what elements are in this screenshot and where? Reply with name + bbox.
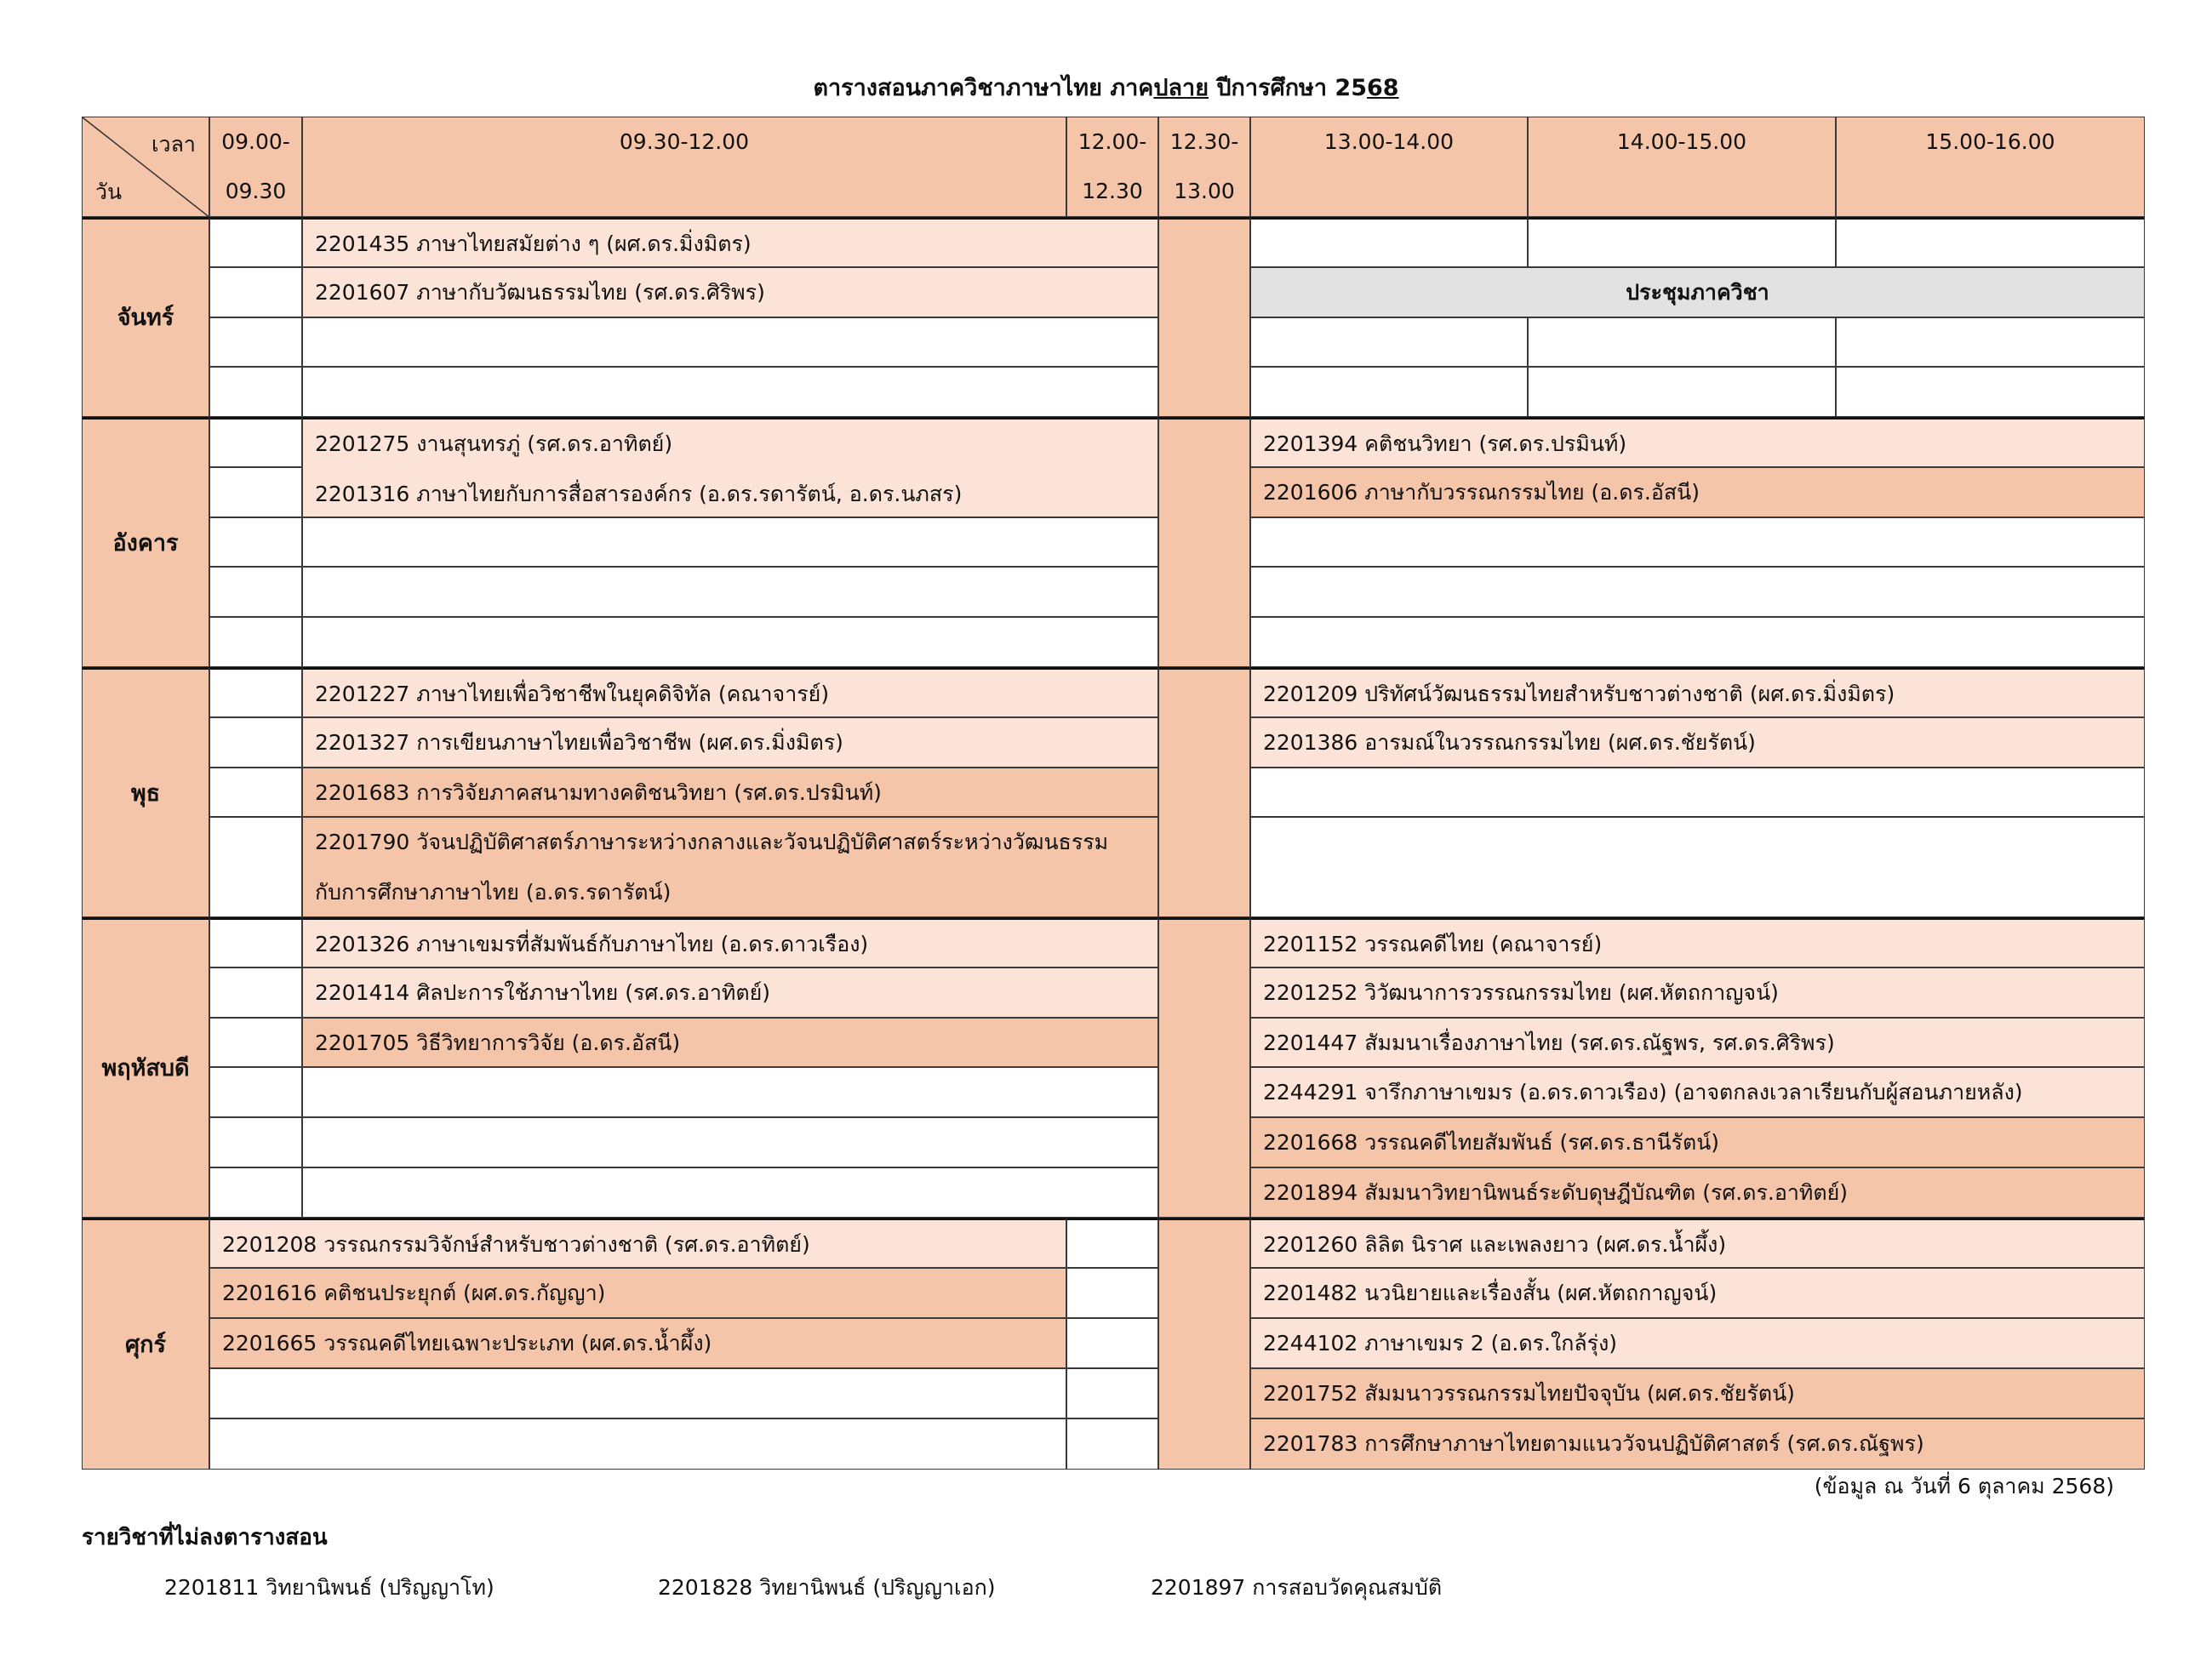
unscheduled-item: 2201897 การสอบวัดคุณสมบัติ [1151,1575,1443,1600]
semester-label: ปลาย [1153,75,1209,101]
empty-cell [209,517,302,567]
empty-cell [1250,617,2145,667]
course-slot: 2201414 ศิลปะการใช้ภาษาไทย (รศ.ดร.อาทิตย์) [302,967,1158,1018]
course-slot: 2201683 การวิจัยภาคสนามทางคติชนวิทยา (รศ.ดร.ปรมินท์) [302,768,1158,817]
empty-cell [302,567,1158,617]
course-slot: 2201252 วิวัฒนาการวรรณกรรมไทย (ผศ.หัตถกาญจน์) [1250,967,2145,1018]
empty-cell [1528,367,1836,417]
course-slot: 2201616 คติชนประยุกต์ (ผศ.ดร.กัญญา) [209,1268,1066,1318]
course-slot: 2201394 คติชนวิทยา (รศ.ดร.ปรมินท์) [1250,417,2145,467]
empty-cell [209,717,302,768]
course-slot: 2201606 ภาษากับวรรณกรรมไทย (อ.ดร.อัสนี) [1250,467,2145,517]
empty-cell [209,1368,1066,1418]
empty-cell [209,1167,302,1218]
empty-cell [1066,1268,1158,1318]
year-suffix: 68 [1366,75,1399,101]
empty-cell [302,317,1158,367]
empty-cell [209,667,302,717]
course-slot: 2201209 ปริทัศน์วัฒนธรรมไทยสำหรับชาวต่างชาติ (ผศ.ดร.มิ่งมิตร) [1250,667,2145,717]
course-slot: 2201208 วรรณกรรมวิจักษ์สำหรับชาวต่างชาติ (รศ.ดร.อาทิตย์) [209,1218,1066,1268]
empty-cell [209,1117,302,1167]
empty-cell [302,517,1158,567]
day-monday: จันทร์ [82,217,209,417]
empty-cell [302,1117,1158,1167]
course-slot-continued: กับการศึกษาภาษาไทย (อ.ดร.รดารัตน์) [315,880,672,905]
header-slot-1200: 12.00- 12.30 [1066,117,1158,217]
day-thursday: พฤหัสบดี [82,917,209,1218]
course-slot: 2201275 งานสุนทรภู่ (รศ.ดร.อาทิตย์) [315,431,673,456]
empty-cell [209,1418,1066,1470]
empty-cell [302,617,1158,667]
lunch-block [1158,417,1250,667]
empty-cell [1528,217,1836,267]
empty-cell [1066,1418,1158,1470]
course-block [302,417,1158,517]
course-slot: 2201752 สัมมนาวรรณกรรมไทยปัจจุบัน (ผศ.ดร.ชัยรัตน์) [1250,1368,2145,1418]
header-slot-0900: 09.00- 09.30 [209,117,302,217]
day-friday: ศุกร์ [82,1218,209,1470]
empty-cell [1250,217,1528,267]
empty-cell [1066,1318,1158,1368]
lunch-block [1158,217,1250,417]
lunch-block [1158,667,1250,917]
empty-cell [209,467,302,517]
empty-cell [302,1167,1158,1218]
empty-cell [1836,217,2145,267]
empty-cell [1250,517,2145,567]
course-slot: 2201783 การศึกษาภาษาไทยตามแนววัจนปฏิบัติศาสตร์ (รศ.ดร.ณัฐพร) [1250,1418,2145,1470]
course-slot: 2201790 วัจนปฏิบัติศาสตร์ภาษาระหว่างกลางและวัจนปฏิบัติศาสตร์ระหว่างวัฒนธรรม [315,830,1109,854]
empty-cell [209,317,302,367]
empty-cell [209,567,302,617]
unscheduled-item: 2201811 วิทยานิพนธ์ (ปริญญาโท) [164,1575,494,1600]
unscheduled-item: 2201828 วิทยานิพนธ์ (ปริญญาเอก) [658,1575,996,1600]
course-slot: 2201316 ภาษาไทยกับการสื่อสารองค์กร (อ.ดร.รดารัตน์, อ.ดร.นภสร) [315,482,963,506]
course-slot: 2244102 ภาษาเขมร 2 (อ.ดร.ใกล้รุ่ง) [1250,1318,2145,1368]
empty-cell [1250,317,1528,367]
header-slot-1400: 14.00-15.00 [1528,117,1836,217]
course-slot: 2201435 ภาษาไทยสมัยต่าง ๆ (ผศ.ดร.มิ่งมิตร) [302,217,1158,267]
course-slot: 2201607 ภาษากับวัฒนธรรมไทย (รศ.ดร.ศิริพร) [302,267,1158,317]
day-tuesday: อังคาร [82,417,209,667]
course-slot: 2201894 สัมมนาวิทยานิพนธ์ระดับดุษฎีบัณฑิต (รศ.ดร.อาทิตย์) [1250,1167,2145,1218]
course-slot: 2201227 ภาษาไทยเพื่อวิชาชีพในยุคดิจิทัล (คณาจารย์) [302,667,1158,717]
empty-cell [209,417,302,467]
empty-cell [209,768,302,817]
department-meeting: ประชุมภาควิชา [1250,267,2145,317]
course-slot: 2201326 ภาษาเขมรที่สัมพันธ์กับภาษาไทย (อ.ดร.ดาวเรือง) [302,917,1158,967]
empty-cell [1066,1368,1158,1418]
header-slot-1300: 13.00-14.00 [1250,117,1528,217]
header-time-label: เวลา [151,132,196,157]
course-slot: 2201260 ลิลิต นิราศ และเพลงยาว (ผศ.ดร.น้ำผึ้ง) [1250,1218,2145,1268]
empty-cell [302,367,1158,417]
unscheduled-title: รายวิชาที่ไม่ลงตารางสอน [82,1525,328,1550]
empty-cell [1528,317,1836,367]
header-slot-1500: 15.00-16.00 [1836,117,2145,217]
empty-cell [209,217,302,267]
course-slot: 2201482 นวนิยายและเรื่องสั้น (ผศ.หัตถกาญจน์) [1250,1268,2145,1318]
course-slot: 2201386 อารมณ์ในวรรณกรรมไทย (ผศ.ดร.ชัยรัตน์) [1250,717,2145,768]
empty-cell [209,367,302,417]
data-as-of-note: (ข้อมูล ณ วันที่ 6 ตุลาคม 2568) [1814,1474,2114,1498]
course-slot: 2201705 วิธีวิทยาการวิจัย (อ.ดร.อัสนี) [302,1018,1158,1067]
course-slot: 2201447 สัมมนาเรื่องภาษาไทย (รศ.ดร.ณัฐพร, รศ.ดร.ศิริพร) [1250,1018,2145,1067]
empty-cell [1836,367,2145,417]
page-title: ตารางสอนภาควิชาภาษาไทย ภาคปลาย ปีการศึกษา 2568 [813,75,1399,101]
empty-cell [1250,367,1528,417]
course-slot: 2201327 การเขียนภาษาไทยเพื่อวิชาชีพ (ผศ.ดร.มิ่งมิตร) [302,717,1158,768]
empty-cell [1836,317,2145,367]
empty-cell [209,267,302,317]
course-slot: 2201152 วรรณคดีไทย (คณาจารย์) [1250,917,2145,967]
empty-cell [302,1067,1158,1117]
empty-cell [209,617,302,667]
lunch-block [1158,917,1250,1218]
lunch-block [1158,1218,1250,1470]
day-wednesday: พุธ [82,667,209,917]
empty-cell [1066,1218,1158,1268]
header-slot-1230: 12.30- 13.00 [1158,117,1250,217]
course-slot: 2244291 จารึกภาษาเขมร (อ.ดร.ดาวเรือง) (อาจตกลงเวลาเรียนกับผู้สอนภายหลัง) [1250,1067,2145,1117]
course-slot: 2201665 วรรณคดีไทยเฉพาะประเภท (ผศ.ดร.น้ำผึ้ง) [209,1318,1066,1368]
course-slot: 2201668 วรรณคดีไทยสัมพันธ์ (รศ.ดร.ธานีรัตน์) [1250,1117,2145,1167]
empty-cell [209,1067,302,1117]
empty-cell [209,1018,302,1067]
empty-cell [1250,817,2145,917]
course-block [302,817,1158,917]
empty-cell [209,917,302,967]
empty-cell [209,967,302,1018]
empty-cell [209,817,302,917]
empty-cell [1250,768,2145,817]
empty-cell [1250,567,2145,617]
header-day-label: วัน [95,180,123,204]
header-slot-0930: 09.30-12.00 [302,117,1066,217]
